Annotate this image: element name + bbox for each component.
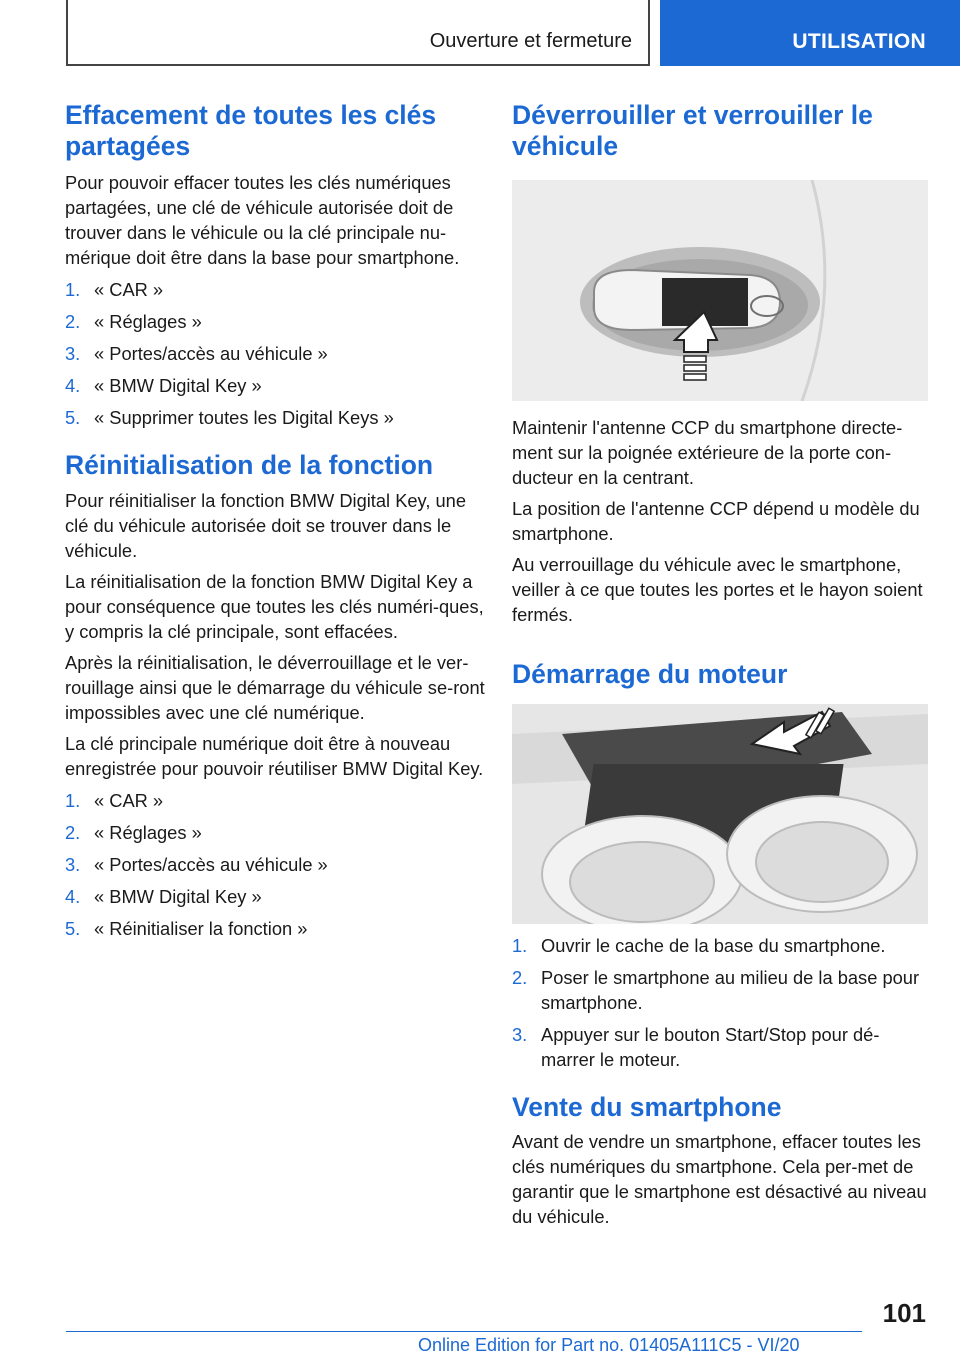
- door-handle-illustration: [512, 180, 928, 401]
- left-column: [65, 100, 485, 941]
- header-section-box: [66, 0, 650, 66]
- footer-edition: Online Edition for Part no. 01405A111C5 - VI/20: [418, 1335, 800, 1355]
- list-item: 4. « BMW Digital Key »: [65, 886, 262, 907]
- list-item: 3. « Portes/accès au véhicule »: [65, 343, 328, 364]
- list-item: 1. « CAR »: [65, 279, 164, 300]
- paragraph-reset-1: Pour réinitialiser la fonction BMW Digital Key, une clé du véhicule autorisée doit se trouver dans le véhicule.: [65, 490, 466, 561]
- list-item: 5. « Supprimer toutes les Digital Keys »: [65, 407, 394, 428]
- heading-engine-start: Démarrage du moteur: [512, 659, 788, 689]
- heading-delete-shared-keys: Effacement de toutes les clés partagées: [65, 100, 437, 161]
- list-item: 4. « BMW Digital Key »: [65, 375, 262, 396]
- paragraph-delete-shared-keys: Pour pouvoir effacer toutes les clés numériques partagées, une clé de véhicule autorisée doit de trouver dans le véhicule ou la clé principale nu‐mérique doit être dans la base pour smartphone.: [65, 172, 460, 268]
- list-item: 3. Appuyer sur le bouton Start/Stop pour dé‐marrer le moteur.: [512, 1024, 880, 1070]
- steps-delete-shared-keys: [65, 277, 485, 430]
- list-item: 2. « Réglages »: [65, 311, 202, 332]
- paragraph-unlock-3: Au verrouillage du véhicule avec le smartphone, veiller à ce que toutes les portes et le hayon soient fermés.: [512, 554, 923, 625]
- steps-engine-start: [512, 933, 930, 1072]
- heading-sell-smartphone: Vente du smartphone: [512, 1092, 782, 1122]
- header-chapter-label: UTILISATION: [792, 30, 926, 53]
- paragraph-reset-4: La clé principale numérique doit être à nouveau enregistrée pour pouvoir réutiliser BMW Digital Key.: [65, 733, 484, 779]
- footer-divider: [66, 1331, 862, 1332]
- list-item: 2. Poser le smartphone au milieu de la base pour smartphone.: [512, 967, 920, 1013]
- header-chapter-tab[interactable]: [660, 0, 960, 66]
- heading-reset-function: Réinitialisation de la fonction: [65, 450, 434, 480]
- door-handle-graphic: [512, 180, 928, 401]
- paragraph-unlock-1: Maintenir l'antenne CCP du smartphone directe‐ment sur la poignée extérieure de la porte con‐ducteur en la centrant.: [512, 417, 903, 488]
- paragraph-reset-3: Après la réinitialisation, le déverrouillage et le ver‐rouillage ainsi que le démarrage du véhicule se‐ront impossibles avec une clé numérique.: [65, 652, 485, 723]
- heading-unlock-lock: Déverrouiller et verrouiller le véhicule: [512, 100, 873, 161]
- right-column: [512, 100, 930, 1229]
- list-item: 2. « Réglages »: [65, 822, 202, 843]
- list-item: 1. « CAR »: [65, 790, 164, 811]
- steps-reset-function: [65, 788, 485, 941]
- paragraph-reset-2: La réinitialisation de la fonction BMW Digital Key a pour conséquence que toutes les clés numéri‐ques, y compris la clé principale, sont effacées.: [65, 571, 484, 642]
- page-number: 101: [882, 1298, 926, 1328]
- list-item: 3. « Portes/accès au véhicule »: [65, 854, 328, 875]
- smartphone-tray-graphic: [512, 704, 928, 924]
- list-item: 1. Ouvrir le cache de la base du smartphone.: [512, 935, 886, 956]
- paragraph-unlock-2: La position de l'antenne CCP dépend u modèle du smartphone.: [512, 498, 920, 544]
- header-section-title: Ouverture et fermeture: [429, 30, 632, 52]
- paragraph-sell-smartphone: Avant de vendre un smartphone, effacer toutes les clés numériques du smartphone. Cela per‐met de garantir que le smartphone est désactivé au niveau du véhicule.: [512, 1131, 927, 1227]
- list-item: 5. « Réinitialiser la fonction »: [65, 918, 308, 939]
- smartphone-tray-illustration: [512, 704, 928, 924]
